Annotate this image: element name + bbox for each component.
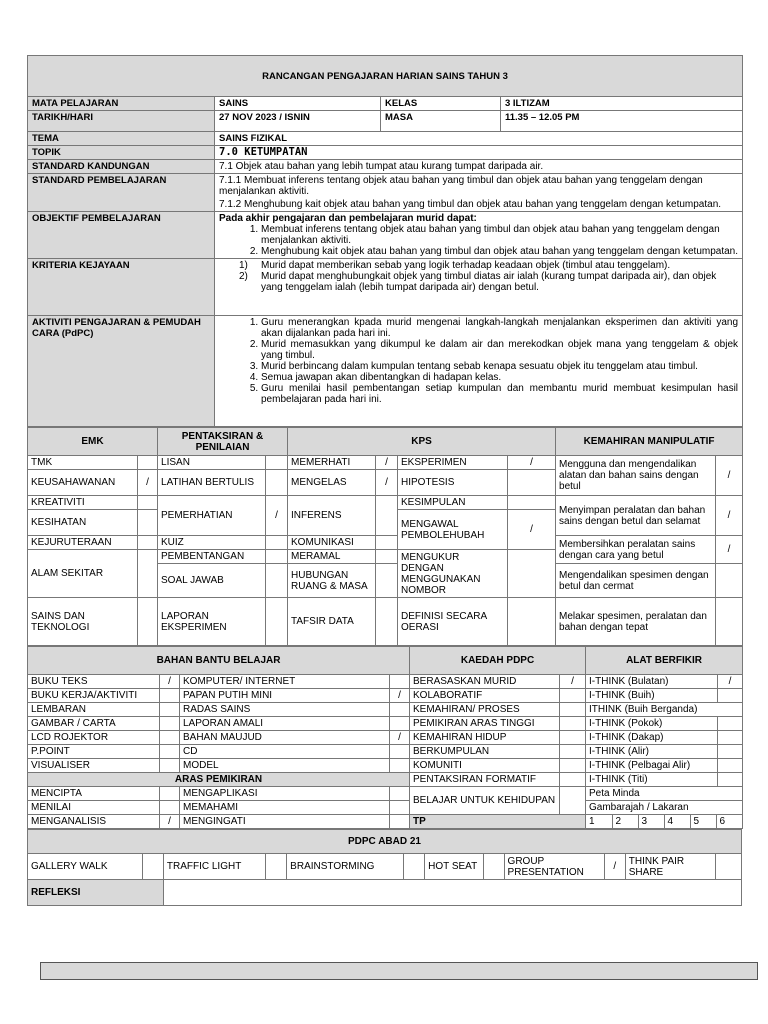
- aktiviti-item: 2. Murid memasukkan yang dikumpul ke dalam air dan merekodkan objek mana yang tenggelam & objek yang timbul.: [261, 339, 738, 361]
- pentaksiran-item: LISAN: [158, 456, 266, 470]
- tick-box[interactable]: /: [508, 510, 556, 550]
- tp-level[interactable]: 1: [586, 815, 612, 828]
- kps-heading: KPS: [288, 428, 556, 456]
- bbb-item: RADAS SAINS: [180, 703, 390, 717]
- alat-item: I-THINK (Alir): [586, 745, 718, 759]
- tick-box[interactable]: [376, 496, 398, 536]
- kemahiran-item: Melakar spesimen, peralatan dan bahan dengan tepat: [556, 598, 716, 646]
- bbb-item: VISUALISER: [28, 759, 160, 773]
- lesson-header-table: [27, 55, 743, 427]
- tarikh-value: 27 NOV 2023 / ISNIN: [215, 111, 381, 132]
- kps-item: MENGAWAL PEMBOLEHUBAH: [398, 510, 508, 550]
- tick-box[interactable]: /: [716, 456, 743, 496]
- pentaksiran-heading: PENTAKSIRAN & PENILAIAN: [158, 428, 288, 456]
- pentaksiran-item: LAPORAN EKSPERIMEN: [158, 598, 266, 646]
- emk-item: KESIHATAN: [28, 510, 138, 536]
- tick-box[interactable]: [138, 536, 158, 550]
- kps-item: DEFINISI SECARA OERASI: [398, 598, 508, 646]
- tick-box[interactable]: [508, 496, 556, 510]
- aktiviti-item: 5. Guru menilai hasil pembentangan setiap kumpulan dan membantu murid membuat kesimpulan hasil pembelajaran pada hari ini.: [261, 383, 738, 405]
- tick-box[interactable]: [560, 731, 586, 745]
- bbb-item: BAHAN MAUJUD: [180, 731, 390, 745]
- bbb-item: LCD ROJEKTOR: [28, 731, 160, 745]
- tick-box[interactable]: [508, 470, 556, 496]
- standard-kandungan-value: 7.1 Objek atau bahan yang lebih tumpat atau kurang tumpat daripada air.: [215, 160, 743, 174]
- tick-box[interactable]: [142, 854, 163, 880]
- kaedah-item: KEMAHIRAN HIDUP: [410, 731, 560, 745]
- tick-box[interactable]: [266, 470, 288, 496]
- alat-item: Gambarajah / Lakaran: [586, 801, 743, 815]
- emk-item: TMK: [28, 456, 138, 470]
- tick-box[interactable]: [376, 550, 398, 564]
- bbb-item: LEMBARAN: [28, 703, 160, 717]
- tick-box[interactable]: [390, 717, 410, 731]
- tick-box[interactable]: [390, 801, 410, 815]
- tick-box[interactable]: [560, 745, 586, 759]
- abad21-item: BRAINSTORMING: [287, 854, 404, 880]
- aktiviti-value: [215, 316, 743, 427]
- masa-label: MASA: [381, 111, 501, 132]
- mata-pelajaran-value: SAINS: [215, 97, 381, 111]
- pentaksiran-item: SOAL JAWAB: [158, 564, 266, 598]
- pentaksiran-item: PEMBENTANGAN: [158, 550, 266, 564]
- masa-value: 11.35 – 12.05 PM: [501, 111, 743, 132]
- tick-box[interactable]: [390, 703, 410, 717]
- kriteria-value: 1) Murid dapat memberikan sebab yang logik terhadap keadaan objek (timbul atau tenggelam). 2) Murid dapat menghubungkait objek yang timbul diatas air ialah (kurang tumpat daripada air), dan objek yang tenggelam ialah (lebih tumpat daripada air) dengan betul.: [215, 259, 743, 316]
- bbb-item: KOMPUTER/ INTERNET: [180, 675, 390, 689]
- objektif-item: 2. Menghubung kait objek atau bahan yang timbul dan objek atau bahan yang tenggelam dengan ketumpatan.: [261, 246, 738, 257]
- document-title: RANCANGAN PENGAJARAN HARIAN SAINS TAHUN 3: [28, 56, 743, 97]
- abad21-item: THINK PAIR SHARE: [625, 854, 715, 880]
- kriteria-item: Murid dapat memberikan sebab yang logik terhadap keadaan objek (timbul atau tenggelam).: [261, 260, 671, 271]
- resources-grid: [27, 646, 743, 829]
- emk-item: KREATIVITI: [28, 496, 138, 510]
- bbb-item: MODEL: [180, 759, 390, 773]
- aras-item: MENCIPTA: [28, 787, 160, 801]
- tick-box[interactable]: [560, 773, 586, 787]
- tick-box[interactable]: [138, 550, 158, 598]
- alat-item: Peta Minda: [586, 787, 743, 801]
- aras-item: MEMAHAMI: [180, 801, 390, 815]
- tick-box[interactable]: [138, 598, 158, 646]
- tick-box[interactable]: [716, 598, 743, 646]
- tick-box[interactable]: /: [390, 731, 410, 745]
- standard-pembelajaran-label: STANDARD PEMBELAJARAN: [28, 174, 215, 212]
- kriteria-item: Murid dapat menghubungkait objek yang timbul diatas air ialah (kurang tumpat daripada air), dan objek yang tenggelam ialah (lebih tumpat daripada air) dengan betul.: [261, 271, 717, 293]
- tp-level[interactable]: 2: [612, 815, 638, 828]
- tick-box[interactable]: /: [376, 470, 398, 496]
- tick-box[interactable]: [560, 787, 586, 815]
- alat-item: I-THINK (Pelbagai Alir): [586, 759, 718, 773]
- tick-box[interactable]: [483, 854, 504, 880]
- topik-value: 7.0 KETUMPATAN: [215, 146, 743, 160]
- alat-item: I-THINK (Pokok): [586, 717, 718, 731]
- tick-box[interactable]: [266, 598, 288, 646]
- tick-box[interactable]: [266, 536, 288, 550]
- sp-item-2: 7.1.2 Menghubung kait objek atau bahan yang timbul dan objek atau bahan yang tenggelam dengan ketumpatan.: [219, 199, 722, 210]
- tick-box[interactable]: /: [376, 456, 398, 470]
- abad21-heading: PDPC ABAD 21: [28, 830, 742, 854]
- pentaksiran-item: KUIZ: [158, 536, 266, 550]
- tick-box[interactable]: [716, 564, 743, 598]
- kps-item: MERAMAL: [288, 550, 376, 564]
- topik-label: TOPIK: [28, 146, 215, 160]
- kps-item: INFERENS: [288, 496, 376, 536]
- refleksi-field[interactable]: [163, 880, 741, 906]
- standard-kandungan-label: STANDARD KANDUNGAN: [28, 160, 215, 174]
- alat-item: ITHINK (Buih Berganda): [586, 703, 743, 717]
- bbb-item: LAPORAN AMALI: [180, 717, 390, 731]
- kps-item: KESIMPULAN: [398, 496, 508, 510]
- alat-item: I-THINK (Titi): [586, 773, 718, 787]
- aras-item: MENGANALISIS: [28, 815, 160, 829]
- tp-level[interactable]: 6: [719, 816, 726, 827]
- tick-box[interactable]: [404, 854, 425, 880]
- tick-box[interactable]: [390, 745, 410, 759]
- tick-box[interactable]: /: [604, 854, 625, 880]
- tick-box[interactable]: [718, 689, 743, 703]
- aras-heading: ARAS PEMIKIRAN: [28, 773, 410, 787]
- kaedah-heading: KAEDAH PDPC: [410, 647, 586, 675]
- tick-box[interactable]: [718, 773, 743, 787]
- kaedah-item: KOMUNITI: [410, 759, 560, 773]
- tick-box[interactable]: [390, 815, 410, 829]
- kemahiran-item: Mengguna dan mengendalikan alatan dan bahan sains dengan betul: [556, 456, 716, 496]
- abad21-item: GALLERY WALK: [28, 854, 143, 880]
- tick-box[interactable]: [160, 689, 180, 703]
- tick-box[interactable]: /: [160, 815, 180, 829]
- kps-item: TAFSIR DATA: [288, 598, 376, 646]
- tick-box[interactable]: /: [138, 470, 158, 496]
- tick-box[interactable]: [160, 703, 180, 717]
- bbb-item: PAPAN PUTIH MINI: [180, 689, 390, 703]
- tick-box[interactable]: [715, 854, 741, 880]
- tick-box[interactable]: [560, 717, 586, 731]
- kelas-label: KELAS: [381, 97, 501, 111]
- tick-box[interactable]: [266, 564, 288, 598]
- tick-box[interactable]: [138, 510, 158, 536]
- tick-box[interactable]: [160, 759, 180, 773]
- kemahiran-item: Mengendalikan spesimen dengan betul dan cermat: [556, 564, 716, 598]
- emk-item: KEJURUTERAAN: [28, 536, 138, 550]
- alat-heading: ALAT BERFIKIR: [586, 647, 743, 675]
- kaedah-item: BELAJAR UNTUK KEHIDUPAN: [410, 787, 560, 815]
- tick-box[interactable]: [160, 731, 180, 745]
- kps-item: KOMUNIKASI: [288, 536, 376, 550]
- tick-box[interactable]: /: [718, 675, 743, 689]
- aras-item: MENGAPLIKASI: [180, 787, 390, 801]
- tick-box[interactable]: /: [716, 496, 743, 536]
- tick-box[interactable]: [266, 854, 287, 880]
- tick-box[interactable]: [390, 787, 410, 801]
- assessment-grid: [27, 427, 743, 646]
- kps-item: MEMERHATI: [288, 456, 376, 470]
- standard-pembelajaran-value: [215, 174, 743, 212]
- bbb-item: BUKU TEKS: [28, 675, 160, 689]
- kaedah-item: PENTAKSIRAN FORMATIF: [410, 773, 560, 787]
- tick-box[interactable]: /: [266, 496, 288, 536]
- tarikh-label: TARIKH/HARI: [28, 111, 215, 132]
- objektif-value: Pada akhir pengajaran dan pembelajaran murid dapat: 1. Membuat inferens tentang objek atau bahan yang timbul dan objek atau bahan yang tenggelam dengan menjalankan aktiviti. 2. Menghubung kait objek atau bahan yang timbul dan objek atau bahan yang tenggelam dengan ketumpatan.: [215, 212, 743, 259]
- bbb-item: GAMBAR / CARTA: [28, 717, 160, 731]
- tick-box[interactable]: /: [716, 536, 743, 564]
- tick-box[interactable]: [138, 456, 158, 470]
- tick-box[interactable]: [376, 598, 398, 646]
- aras-item: MENGINGATI: [180, 815, 390, 829]
- tema-value: SAINS FIZIKAL: [215, 132, 743, 146]
- kaedah-item: KOLABORATIF: [410, 689, 560, 703]
- tp-label: TP: [410, 815, 586, 829]
- objektif-intro: Pada akhir pengajaran dan pembelajaran murid dapat: [219, 213, 474, 224]
- tick-box[interactable]: /: [160, 675, 180, 689]
- pentaksiran-item: LATIHAN BERTULIS: [158, 470, 266, 496]
- kelas-value: 3 ILTIZAM: [501, 97, 743, 111]
- kps-item: HIPOTESIS: [398, 470, 508, 496]
- kemahiran-item: Menyimpan peralatan dan bahan sains dengan betul dan selamat: [556, 496, 716, 536]
- emk-item: KEUSAHAWANAN: [28, 470, 138, 496]
- tp-levels: [586, 815, 743, 829]
- kaedah-item: PEMIKIRAN ARAS TINGGI: [410, 717, 560, 731]
- kps-item: EKSPERIMEN: [398, 456, 508, 470]
- aktiviti-item: 3. Murid berbincang dalam kumpulan tentang sebab kenapa sesuatu objek itu tenggelam atau timbul.: [261, 361, 738, 372]
- sp-item-1: 7.1.1 Membuat inferens tentang objek atau bahan yang timbul dan objek atau bahan yang tenggelam dengan menjalankan aktiviti.: [219, 175, 703, 197]
- tick-box[interactable]: /: [390, 689, 410, 703]
- pentaksiran-item: PEMERHATIAN: [158, 496, 266, 536]
- tick-box[interactable]: [376, 564, 398, 598]
- tick-box[interactable]: [718, 759, 743, 773]
- tick-box[interactable]: [390, 759, 410, 773]
- tick-box[interactable]: [160, 787, 180, 801]
- abad21-item: HOT SEAT: [425, 854, 484, 880]
- aras-item: MENILAI: [28, 801, 160, 815]
- objektif-label: OBJEKTIF PEMBELAJARAN: [28, 212, 215, 259]
- emk-heading: EMK: [28, 428, 158, 456]
- aktiviti-item: 4. Semua jawapan akan dibentangkan di hadapan kelas.: [261, 372, 738, 383]
- abad21-item: GROUP PRESENTATION: [504, 854, 604, 880]
- tick-box[interactable]: [390, 675, 410, 689]
- aktiviti-item: 1. Guru menerangkan kpada murid mengenai langkah-langkah menjalankan eksperimen dan aktiviti yang akan dijalankan pada hari ini.: [261, 317, 738, 339]
- kemahiran-item: Membersihkan peralatan sains dengan cara yang betul: [556, 536, 716, 564]
- tick-box[interactable]: [560, 703, 586, 717]
- tick-box[interactable]: [376, 536, 398, 550]
- tp-level[interactable]: 4: [664, 815, 690, 828]
- tick-box[interactable]: /: [560, 675, 586, 689]
- tick-box[interactable]: [560, 759, 586, 773]
- tp-level[interactable]: 5: [690, 815, 716, 828]
- kps-item: MENGUKUR DENGAN MENGGUNAKAN NOMBOR: [398, 550, 508, 598]
- tick-box[interactable]: [160, 801, 180, 815]
- tick-box[interactable]: [718, 717, 743, 731]
- tick-box[interactable]: [138, 496, 158, 510]
- tick-box[interactable]: [508, 598, 556, 646]
- bbb-heading: BAHAN BANTU BELAJAR: [28, 647, 410, 675]
- aktiviti-label: AKTIVITI PENGAJARAN & PEMUDAH CARA (PdPC): [28, 316, 215, 427]
- tick-box[interactable]: [560, 689, 586, 703]
- alat-item: I-THINK (Dakap): [586, 731, 718, 745]
- tick-box[interactable]: [718, 731, 743, 745]
- tema-label: TEMA: [28, 132, 215, 146]
- bbb-item: BUKU KERJA/AKTIVITI: [28, 689, 160, 703]
- kaedah-item: KEMAHIRAN/ PROSES: [410, 703, 560, 717]
- tick-box[interactable]: [160, 745, 180, 759]
- tick-box[interactable]: [508, 550, 556, 598]
- emk-item: ALAM SEKITAR: [28, 550, 138, 598]
- mata-pelajaran-label: MATA PELAJARAN: [28, 97, 215, 111]
- bbb-item: P.POINT: [28, 745, 160, 759]
- emk-item: SAINS DAN TEKNOLOGI: [28, 598, 138, 646]
- kps-item: MENGELAS: [288, 470, 376, 496]
- tick-box[interactable]: /: [508, 456, 556, 470]
- bbb-item: CD: [180, 745, 390, 759]
- footer-bar: [40, 962, 758, 980]
- refleksi-label: REFLEKSI: [28, 880, 164, 906]
- abad21-grid: [27, 829, 742, 906]
- alat-item: I-THINK (Buih): [586, 689, 718, 703]
- tick-box[interactable]: [266, 456, 288, 470]
- tick-box[interactable]: [718, 745, 743, 759]
- lesson-plan-document: [27, 55, 742, 906]
- kps-item: HUBUNGAN RUANG & MASA: [288, 564, 376, 598]
- tick-box[interactable]: [266, 550, 288, 564]
- kaedah-item: BERASASKAN MURID: [410, 675, 560, 689]
- tp-level[interactable]: 3: [638, 815, 664, 828]
- tick-box[interactable]: [160, 717, 180, 731]
- kriteria-label: KRITERIA KEJAYAAN: [28, 259, 215, 316]
- objektif-item: 1. Membuat inferens tentang objek atau bahan yang timbul dan objek atau bahan yang tenggelam dengan menjalankan aktiviti.: [261, 224, 738, 246]
- kemahiran-heading: KEMAHIRAN MANIPULATIF: [556, 428, 743, 456]
- alat-item: I-THINK (Bulatan): [586, 675, 718, 689]
- abad21-item: TRAFFIC LIGHT: [163, 854, 265, 880]
- kaedah-item: BERKUMPULAN: [410, 745, 560, 759]
